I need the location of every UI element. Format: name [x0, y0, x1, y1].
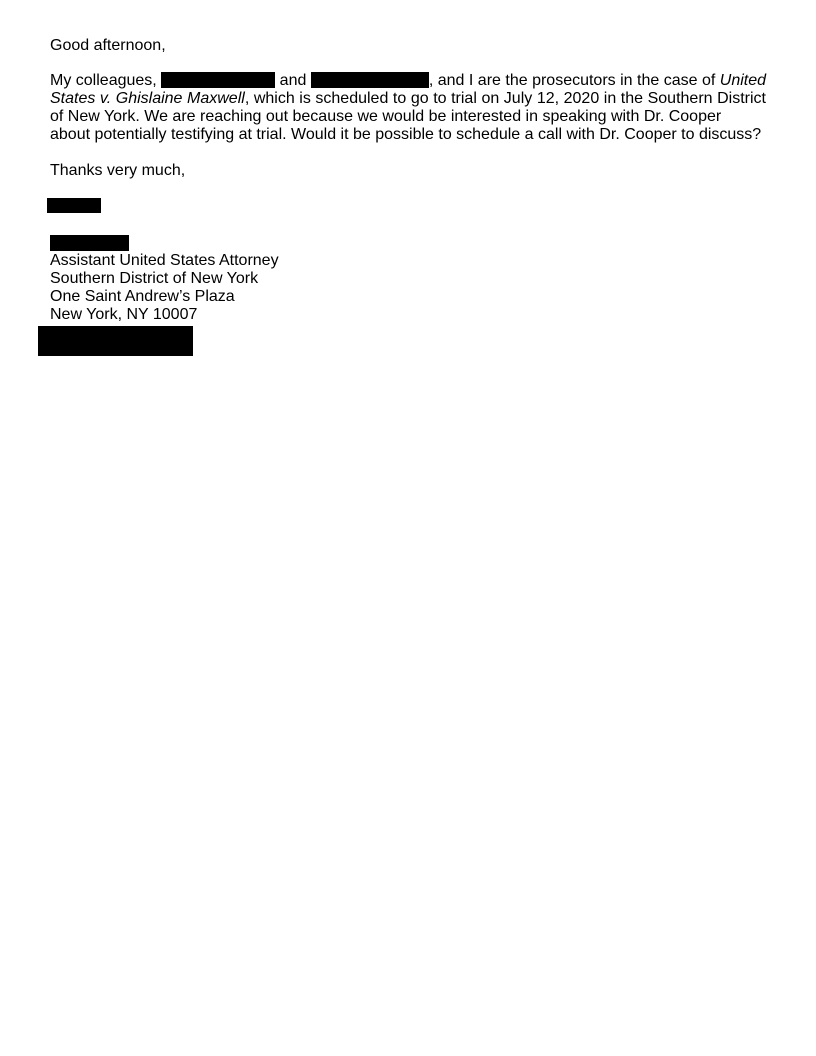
body-text: My colleagues,: [50, 72, 157, 89]
redaction-sender-first-name: [47, 198, 101, 213]
body-text: and: [279, 72, 307, 89]
closing: Thanks very much,: [50, 162, 186, 179]
signature-address-street: One Saint Andrew’s Plaza: [50, 288, 235, 305]
redaction-name-2: [311, 72, 429, 88]
greeting: Good afternoon,: [50, 37, 166, 54]
body-line-4: about potentially testifying at trial. Would it be possible to schedule a call with Dr. Cooper to discuss?: [50, 126, 762, 143]
body-text: , and I are the prosecutors in the case of: [428, 72, 716, 89]
redaction-name-1: [161, 72, 275, 88]
case-name: United: [719, 72, 767, 89]
redaction-sender-full-name: [50, 235, 129, 251]
body-line-2: [50, 90, 766, 108]
body-text: , which is scheduled to go to trial on July 12, 2020 in the Southern District: [244, 90, 766, 107]
redaction-contact-info: [38, 326, 193, 356]
body-line-3: of New York. We are reaching out because we would be interested in speaking with Dr. Cooper: [50, 108, 722, 125]
signature-office: Southern District of New York: [50, 270, 259, 287]
signature-title: Assistant United States Attorney: [50, 252, 279, 269]
body-line-1: [50, 72, 766, 90]
case-name: States v. Ghislaine Maxwell: [50, 90, 245, 107]
signature-address-city: New York, NY 10007: [50, 306, 198, 323]
